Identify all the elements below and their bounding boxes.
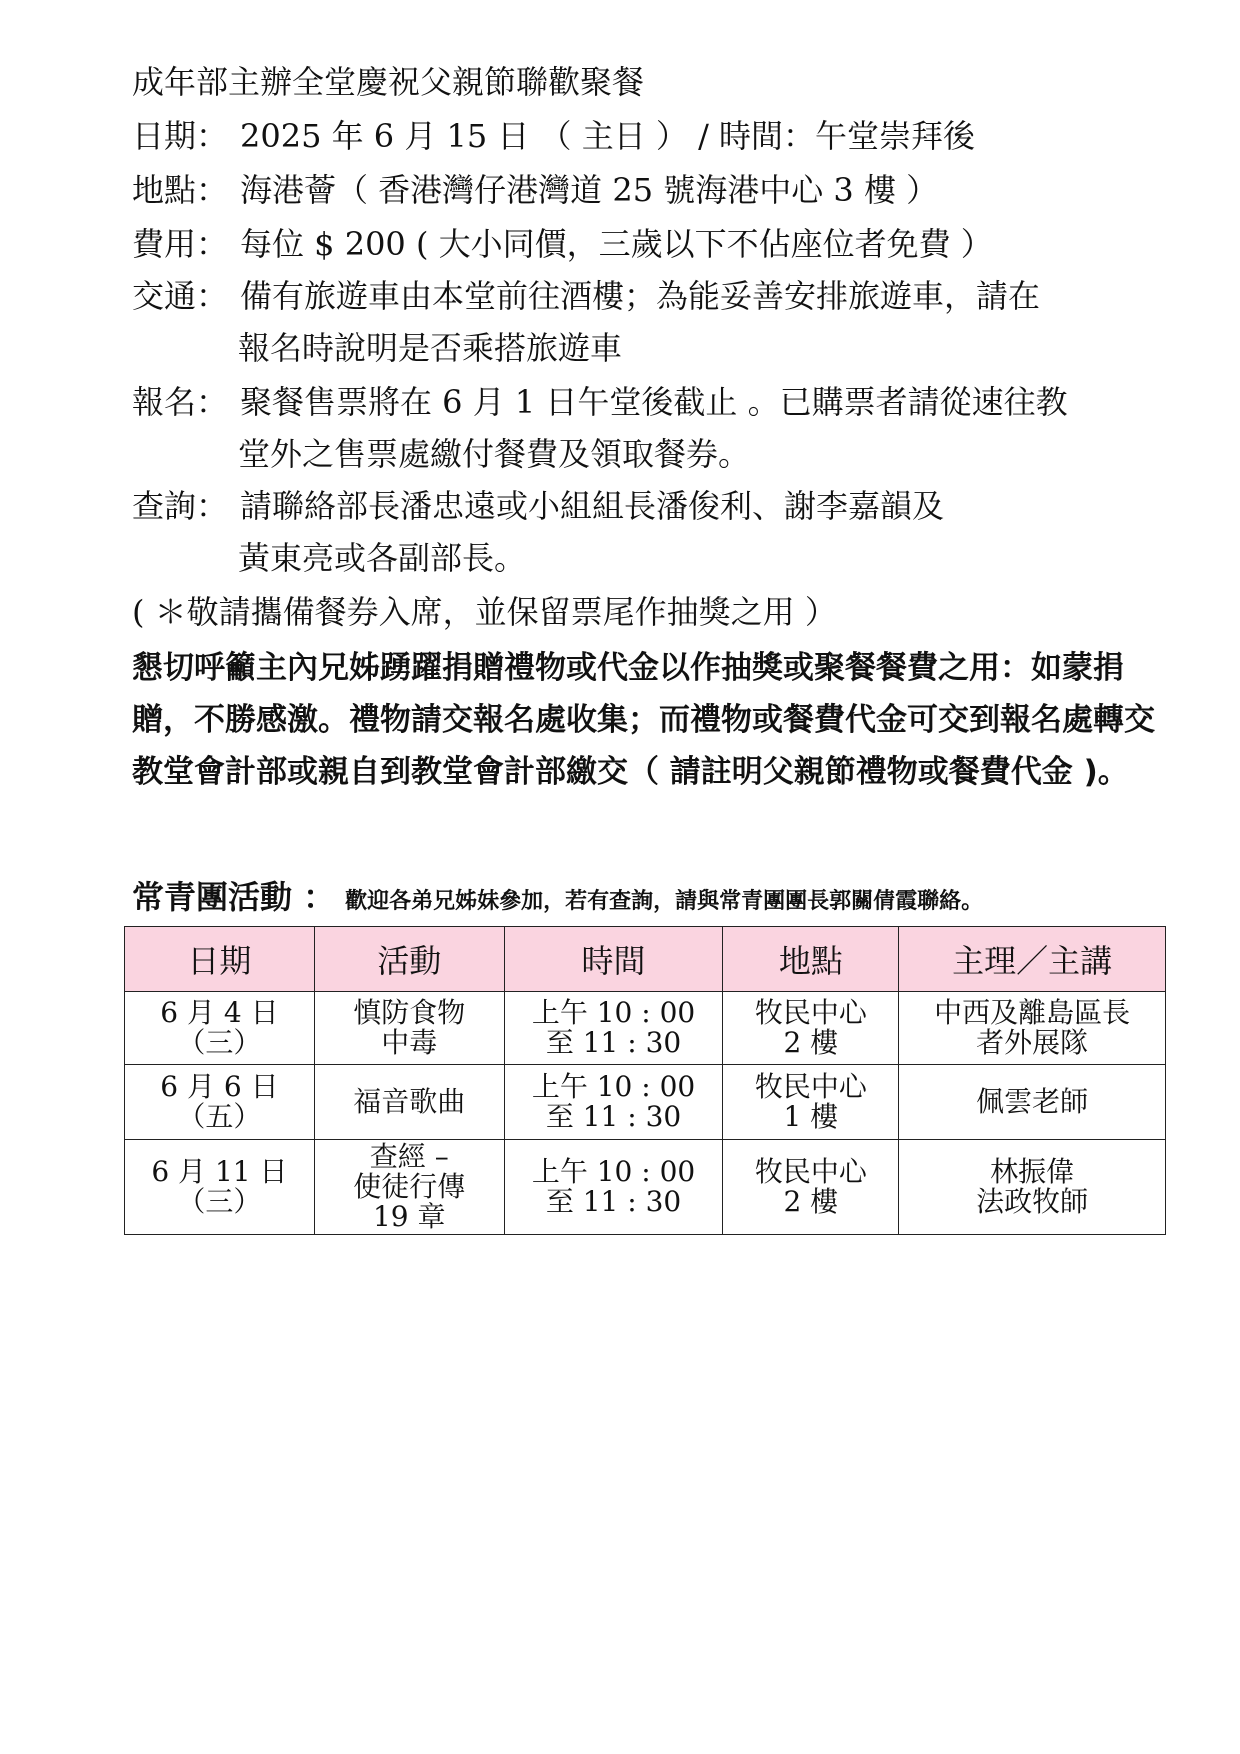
table-row [125, 1065, 1166, 1140]
column-header-venue: 地點 [723, 927, 899, 992]
cell-line: 6 月 6 日 [160, 1070, 279, 1103]
cell-activity [314, 1065, 504, 1140]
cell-host [899, 1140, 1166, 1235]
detail-label: 查詢： [132, 487, 229, 525]
cell-line: 牧民中心 [754, 1155, 867, 1188]
detail-label: 日期： [132, 117, 229, 155]
cell-line: 查經 – [369, 1140, 449, 1173]
cell-line: 者外展隊 [976, 1026, 1089, 1059]
evergreen-title: 常青團活動 ： [132, 878, 336, 916]
cell-line: 上午 10 : 00 [531, 1070, 696, 1103]
detail-transport [132, 274, 1040, 318]
cell-date [125, 1065, 315, 1140]
detail-fee [132, 222, 993, 266]
cell-line: （五） [177, 1100, 262, 1133]
cell-line: 至 11 : 30 [545, 1026, 682, 1059]
detail-value: 備有旅遊車由本堂前往酒樓；為能妥善安排旅遊車，請在 [240, 277, 1041, 315]
cell-date [125, 992, 315, 1065]
cell-time [504, 1140, 723, 1235]
cell-venue [723, 992, 899, 1065]
cell-line: 使徒行傳 [353, 1170, 466, 1203]
cell-line: 上午 10 : 00 [531, 996, 696, 1029]
cell-line: 福音歌曲 [353, 1085, 466, 1118]
cell-venue [723, 1140, 899, 1235]
table-header-row [125, 927, 1166, 992]
cell-line: 至 11 : 30 [545, 1185, 682, 1218]
cell-line: （三） [177, 1185, 262, 1218]
cell-line: 慎防食物 [353, 996, 466, 1029]
detail-value: 海港薈（ 香港灣仔港灣道 25 號海港中心 3 樓 ） [240, 171, 939, 209]
detail-value: 請聯絡部長潘忠遠或小組組長潘俊利、謝李嘉韻及 [240, 487, 945, 525]
cell-line: 至 11 : 30 [545, 1100, 682, 1133]
cell-host [899, 992, 1166, 1065]
detail-enquiry [132, 484, 944, 528]
cell-line: 牧民中心 [754, 996, 867, 1029]
event-title: 成年部主辦全堂慶祝父親節聯歡聚餐 [132, 63, 645, 101]
cell-line: 中毒 [381, 1026, 438, 1059]
cell-line: 林振偉 [990, 1155, 1075, 1188]
ticket-note: ( ＊敬請攜備餐券入席，並保留票尾作抽獎之用 ） [132, 593, 837, 631]
detail-value: 聚餐售票將在 6 月 1 日午堂後截止 。已購票者請從速往教 [240, 383, 1068, 421]
detail-label: 交通： [132, 277, 229, 315]
column-header-activity: 活動 [314, 927, 504, 992]
table-row [125, 992, 1166, 1065]
cell-time [504, 1065, 723, 1140]
detail-transport-cont: 報名時說明是否乘搭旅遊車 [238, 329, 623, 367]
cell-line: （三） [177, 1026, 262, 1059]
column-header-host: 主理／主講 [899, 927, 1166, 992]
detail-date [132, 114, 975, 158]
evergreen-header [132, 872, 983, 918]
table-row [125, 1140, 1166, 1235]
cell-line: 6 月 4 日 [160, 996, 279, 1029]
cell-line: 牧民中心 [754, 1070, 867, 1103]
detail-label: 費用： [132, 225, 229, 263]
donation-appeal: 懇切呼籲主內兄姊踴躍捐贈禮物或代金以作抽獎或聚餐餐費之用：如蒙捐贈，不勝感激。禮物請交報名處收集；而禮物或餐費代金可交到報名處轉交教堂會計部或親自到教堂會計部繳交（ 請註明父親節禮物或餐費代金 )。 [132, 650, 1155, 790]
evergreen-description: 歡迎各弟兄姊妹參加，若有查詢，請與常青團團長郭關倩霞聯絡。 [345, 889, 984, 914]
cell-line: 1 樓 [783, 1100, 839, 1133]
cell-line: 佩雲老師 [976, 1085, 1089, 1118]
detail-label: 報名： [132, 383, 229, 421]
cell-date [125, 1140, 315, 1235]
cell-line: 法政牧師 [976, 1185, 1089, 1218]
cell-activity [314, 1140, 504, 1235]
detail-registration-cont: 堂外之售票處繳付餐費及領取餐券。 [238, 435, 751, 473]
cell-line: 中西及離島區長 [934, 996, 1131, 1029]
cell-line: 上午 10 : 00 [531, 1155, 696, 1188]
cell-activity [314, 992, 504, 1065]
evergreen-schedule-table [124, 926, 1166, 1235]
cell-line: 6 月 11 日 [151, 1155, 288, 1188]
cell-venue [723, 1065, 899, 1140]
cell-line: 2 樓 [783, 1026, 839, 1059]
column-header-time: 時間 [504, 927, 723, 992]
detail-value: 2025 年 6 月 15 日 （ 主日 ） / 時間：午堂崇拜後 [240, 117, 976, 155]
detail-value: 每位 $ 200 ( 大小同價，三歲以下不佔座位者免費 ） [240, 225, 993, 263]
cell-line: 19 章 [372, 1200, 446, 1233]
cell-host [899, 1065, 1166, 1140]
detail-enquiry-cont: 黃東亮或各副部長。 [238, 539, 527, 577]
detail-label: 地點： [132, 171, 229, 209]
column-header-date: 日期 [125, 927, 315, 992]
cell-time [504, 992, 723, 1065]
detail-registration [132, 380, 1068, 424]
cell-line: 2 樓 [783, 1185, 839, 1218]
detail-venue [132, 168, 938, 212]
